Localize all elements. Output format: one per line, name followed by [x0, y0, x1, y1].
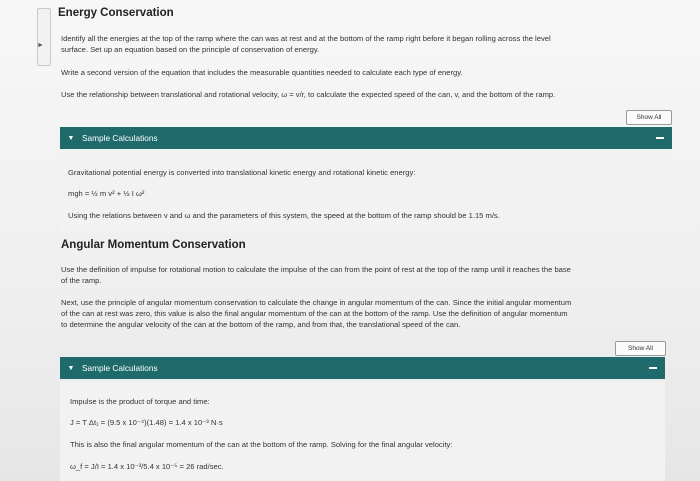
section-scroll-indicator: [37, 8, 51, 66]
show-all-button-2[interactable]: Show All: [615, 341, 666, 356]
sample-calculations-label-2: Sample Calculations: [82, 363, 158, 373]
energy-paragraph-1-line-2: surface. Set up an equation based on the principle of conservation of energy.: [61, 45, 320, 54]
angular-title: Angular Momentum Conservation: [61, 239, 246, 251]
caret-down-icon: ▼: [67, 134, 75, 142]
angular-velocity-equation: ω_f = J/I = 1.4 x 10⁻³/5.4 x 10⁻⁵ = 26 rad/sec.: [70, 462, 224, 471]
energy-paragraph-3: Use the relationship between translational and rotational velocity, ω = v/r, to calculate the expected speed of the can, v, and the bottom of the ramp.: [61, 90, 556, 99]
angular-calc-line-1: Impulse is the product of torque and time:: [70, 397, 210, 406]
collapse-minus-icon[interactable]: [656, 137, 664, 139]
angular-paragraph-1-line-1: Use the definition of impulse for rotational motion to calculate the impulse of the can from the point of rest at the top of the ramp until it reaches the base: [61, 265, 571, 274]
angular-paragraph-2-line-3: to determine the angular velocity of the can at the bottom of the ramp, and from that, the translational speed of the can.: [61, 320, 461, 329]
expand-arrow-icon[interactable]: ►: [37, 42, 44, 49]
energy-title: Energy Conservation: [58, 7, 174, 19]
energy-paragraph-2: Write a second version of the equation that includes the measurable quantities needed to calculate each type of energy.: [61, 68, 463, 77]
angular-impulse-equation: J = T Δt₁ = (9.5 x 10⁻⁴)(1.48) = 1.4 x 10⁻³ N·s: [70, 418, 223, 427]
angular-calc-line-3: This is also the final angular momentum of the can at the bottom of the ramp. Solving for the final angular velocity:: [70, 440, 453, 449]
energy-equation: mgh = ½ m v² + ½ I ω²: [68, 189, 145, 198]
angular-paragraph-2-line-1: Next, use the principle of angular momentum conservation to calculate the change in angular momentum of the can. Since the initial angular momentum: [61, 298, 572, 307]
sample-calculations-label: Sample Calculations: [82, 133, 158, 143]
angular-paragraph-1-line-2: of the ramp.: [61, 276, 102, 285]
sample-calculations-header-2[interactable]: [60, 357, 665, 379]
energy-calc-line-1: Gravitational potential energy is converted into translational kinetic energy and rotational kinetic energy:: [68, 168, 416, 177]
collapse-minus-icon[interactable]: [649, 367, 657, 369]
sample-calculations-header[interactable]: [60, 127, 672, 149]
energy-calc-line-3: Using the relations between v and ω and the parameters of this system, the speed at the bottom of the ramp should be 1.15 m/s.: [68, 211, 500, 220]
show-all-button[interactable]: Show All: [626, 110, 672, 125]
energy-paragraph-1-line-1: Identify all the energies at the top of the ramp where the can was at rest and at the bottom of the ramp right before it began rolling across the level: [61, 34, 551, 43]
angular-paragraph-2-line-2: of the can at rest was zero, this value is also the final angular momentum of the can at the bottom of the ramp. Use the definition of angular momentum: [61, 309, 568, 318]
caret-down-icon: ▼: [67, 364, 75, 372]
